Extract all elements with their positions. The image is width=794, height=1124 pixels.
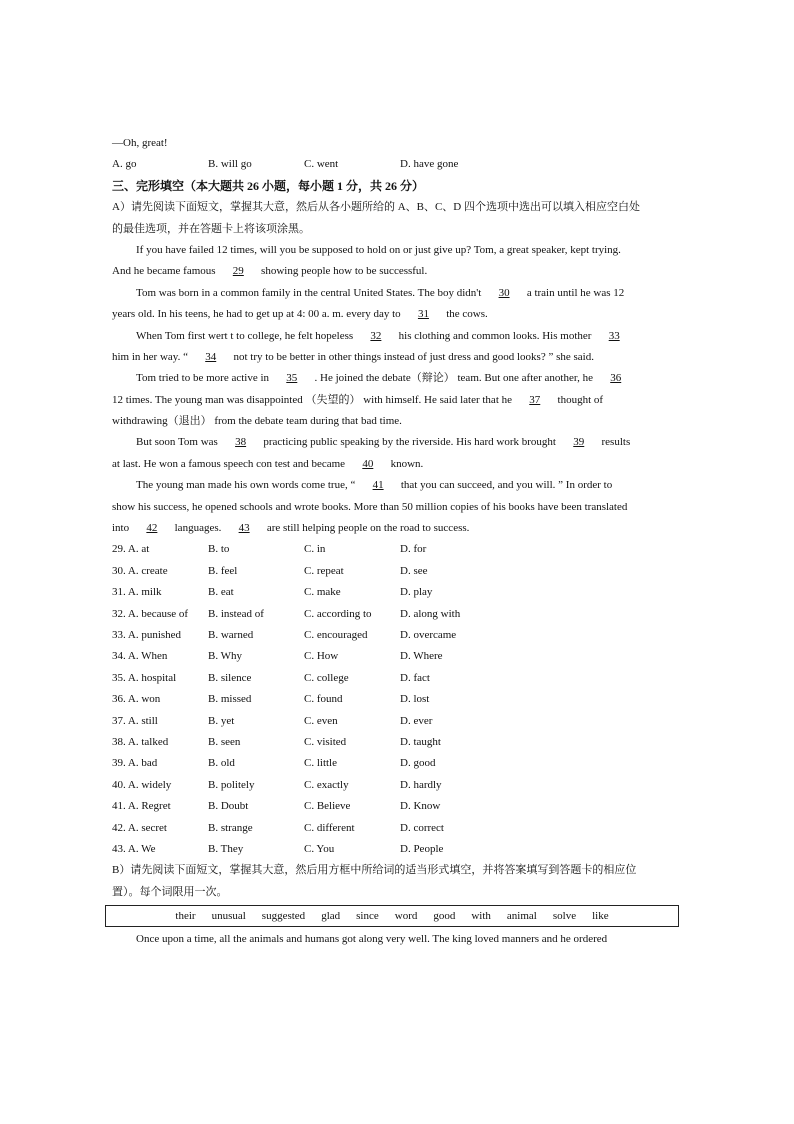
option-row [112, 604, 684, 625]
option-b: B. missed [208, 693, 252, 706]
option-a: 43. A. We [112, 842, 156, 855]
option-d: D. play [400, 586, 433, 599]
option-a: 35. A. hospital [112, 671, 177, 684]
option-c: C. found [304, 693, 343, 706]
option-c: C. in [304, 543, 326, 556]
option-b: B. eat [208, 586, 234, 599]
word-bank-item: their [175, 910, 196, 923]
word-bank-item: good [433, 910, 456, 923]
previous-answer: —Oh, great! [112, 137, 168, 149]
option-a: A. go [112, 158, 137, 171]
part-a-instruction-2: 的最佳选项，并在答题卡上将该项涂黑。 [112, 222, 310, 235]
option-a: 33. A. punished [112, 628, 182, 641]
option-row [112, 753, 684, 774]
option-d: D. see [400, 564, 428, 577]
option-row [112, 625, 684, 646]
word-bank-item: like [592, 910, 609, 923]
option-a: 41. A. Regret [112, 800, 171, 813]
option-a: 42. A. secret [112, 821, 167, 834]
word-bank-item: with [471, 910, 491, 923]
option-b: B. strange [208, 821, 253, 834]
word-bank-item: since [356, 910, 379, 923]
option-a: 29. A. at [112, 543, 150, 556]
option-a: 34. A. When [112, 650, 168, 663]
option-d: D. correct [400, 821, 444, 834]
option-row [112, 775, 684, 796]
option-d: D. have gone [400, 158, 459, 171]
option-row [112, 689, 684, 710]
option-row [112, 839, 684, 860]
option-d: D. ever [400, 714, 433, 727]
paragraph-6-line-3: into 42 languages. 43 are still helping people on the road to success. [112, 518, 684, 539]
part-b-instruction-1: B）请先阅读下面短文，掌握其大意，然后用方框中所给词的适当形式填空，并将答案填写到答题卡的相应位 [112, 864, 637, 877]
paragraph-6-line-1: The young man made his own words come true, “ 41 that you can succeed, and you will. ” In order to [112, 475, 684, 496]
option-c: C. different [304, 821, 355, 834]
option-d: D. hardly [400, 778, 442, 791]
paragraph-3-line-1: When Tom first wert t to college, he felt hopeless 32 his clothing and common looks. His mother 33 [112, 326, 684, 347]
blank-42: 42 [146, 522, 158, 535]
option-c: C. make [304, 586, 341, 599]
option-c: C. How [304, 650, 339, 663]
paragraph-2-line-1: Tom was born in a common family in the central United States. The boy didn't 30 a train until he was 12 [112, 283, 684, 304]
option-a: 40. A. widely [112, 778, 172, 791]
option-b: B. to [208, 543, 230, 556]
option-c: C. college [304, 671, 349, 684]
option-d: D. overcame [400, 628, 457, 641]
paragraph-2-line-2: years old. In his teens, he had to get up at 4: 00 a. m. every day to 31 the cows. [112, 304, 684, 325]
option-c: C. repeat [304, 564, 344, 577]
option-row [112, 796, 684, 817]
option-b: B. instead of [208, 607, 264, 620]
word-bank-item: word [394, 910, 418, 923]
cloze-options-list [112, 539, 684, 860]
blank-41: 41 [372, 479, 384, 492]
option-c: C. even [304, 714, 338, 727]
part-b-text-line-1: Once upon a time, all the animals and humans got along very well. The king loved manners and he ordered [136, 933, 608, 946]
option-c: C. Believe [304, 800, 351, 813]
option-d: D. Know [400, 800, 441, 813]
paragraph-1-line-1: If you have failed 12 times, will you be supposed to hold on or just give up? Tom, a great speaker, kept trying. [136, 243, 621, 256]
paragraph-4-line-3: withdrawing（退出） from the debate team during that bad time. [112, 415, 402, 428]
option-row [112, 561, 684, 582]
part-b-instruction-2: 置）。每个词限用一次。 [112, 885, 228, 898]
option-c: C. little [304, 757, 337, 770]
option-d: D. fact [400, 671, 430, 684]
option-b: B. politely [208, 778, 255, 791]
part-a-instruction-1: A）请先阅读下面短文，掌握其大意，然后从各小题所给的 A、B、C、D 四个选项中选出可以填入相应空白处 [112, 201, 641, 214]
paragraph-1-line-2: And he became famous 29 showing people how to be successful. [112, 261, 684, 282]
option-row [112, 582, 684, 603]
blank-29: 29 [232, 265, 244, 278]
option-a: 37. A. still [112, 714, 158, 727]
option-c: C. according to [304, 607, 372, 620]
option-d: D. People [400, 842, 444, 855]
option-d: D. for [400, 543, 427, 556]
option-b: B. seen [208, 735, 241, 748]
blank-37: 37 [529, 393, 541, 406]
word-bank-item: animal [506, 910, 537, 923]
option-c: C. exactly [304, 778, 349, 791]
option-c: C. encouraged [304, 628, 368, 641]
paragraph-3-line-2: him in her way. “ 34 not try to be better in other things instead of just dress and good looks? ” she said. [112, 347, 684, 368]
blank-43: 43 [238, 522, 250, 535]
word-bank-item: glad [321, 910, 341, 923]
option-b: B. silence [208, 671, 252, 684]
paragraph-4-line-2: 12 times. The young man was disappointed （失望的） with himself. He said later that he 37 thought of [112, 390, 684, 411]
blank-32: 32 [370, 329, 382, 342]
word-bank-item: solve [552, 910, 577, 923]
blank-33: 33 [608, 329, 620, 342]
option-d: D. Where [400, 650, 443, 663]
option-b: B. They [208, 842, 244, 855]
paragraph-4-line-1: Tom tried to be more active in 35 . He joined the debate（辩论） team. But one after another, he 36 [112, 368, 684, 389]
option-c: C. You [304, 842, 335, 855]
option-row [112, 732, 684, 753]
option-a: 31. A. milk [112, 586, 162, 599]
paragraph-5-line-1: But soon Tom was 38 practicing public speaking by the riverside. His hard work brought 39 results [112, 432, 684, 453]
blank-36: 36 [610, 372, 622, 385]
option-a: 30. A. create [112, 564, 168, 577]
paragraph-6-line-2: show his success, he opened schools and wrote books. More than 50 million copies of his books have been translated [112, 500, 628, 513]
blank-30: 30 [498, 286, 510, 299]
option-b: B. yet [208, 714, 235, 727]
option-c: C. went [304, 158, 339, 171]
blank-31: 31 [417, 308, 429, 321]
blank-34: 34 [205, 350, 217, 363]
blank-35: 35 [286, 372, 298, 385]
option-b: B. Doubt [208, 800, 249, 813]
option-a: 32. A. because of [112, 607, 189, 620]
blank-40: 40 [362, 457, 374, 470]
option-b: B. will go [208, 158, 252, 171]
blank-38: 38 [235, 436, 247, 449]
option-row [112, 668, 684, 689]
option-c: C. visited [304, 735, 347, 748]
option-b: B. feel [208, 564, 238, 577]
word-bank-box [105, 905, 679, 927]
option-row [112, 711, 684, 732]
exam-page [112, 133, 684, 950]
option-a: 38. A. talked [112, 735, 169, 748]
word-bank-item: unusual [211, 910, 246, 923]
option-b: B. old [208, 757, 235, 770]
previous-options-row [112, 154, 684, 175]
option-d: D. taught [400, 735, 441, 748]
blank-39: 39 [573, 436, 585, 449]
option-d: D. along with [400, 607, 461, 620]
paragraph-5-line-2: at last. He won a famous speech con test and became 40 known. [112, 454, 684, 475]
option-d: D. good [400, 757, 436, 770]
section-title: 三、完形填空（本大题共 26 小题，每小题 1 分，共 26 分） [112, 178, 425, 193]
option-a: 36. A. won [112, 693, 161, 706]
option-a: 39. A. bad [112, 757, 158, 770]
option-row [112, 818, 684, 839]
option-d: D. lost [400, 693, 430, 706]
option-row [112, 646, 684, 667]
option-b: B. warned [208, 628, 254, 641]
word-bank-item: suggested [261, 910, 306, 923]
option-row [112, 539, 684, 560]
option-b: B. Why [208, 650, 243, 663]
